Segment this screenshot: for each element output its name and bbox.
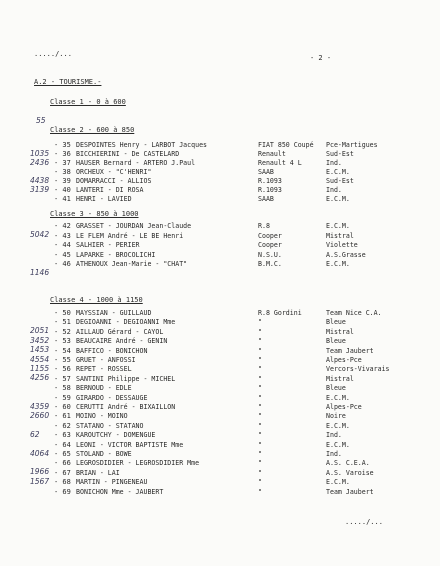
entry-team: Noire [326,412,346,421]
entry-drivers: STOLAND - BOWE [76,450,132,458]
classe2-mark: 55 [36,116,46,125]
entry-car: " [258,356,262,364]
entry-team: Mistral [326,327,354,336]
entry-car: " [258,431,262,440]
entry-number: - 45 [54,250,71,259]
entry-car: SAAB [258,195,274,203]
entry-team: E.C.M. [326,168,350,176]
entry-number: - 54 [54,346,71,355]
entry-team: Team Nice C.A. [326,309,382,317]
entry-number: - 36 [54,150,71,158]
entry-team: A.S.Grasse [326,250,366,259]
entry-drivers: GRUET - ANFOSSI [76,356,136,364]
entry-drivers: HAUSER Bernard - ARTERO J.Paul [76,159,196,167]
entry-row [0,251,440,260]
entry-car: Cooper [258,241,282,249]
entry-team: Bleue [326,337,346,346]
classe3-title: Classe 3 - 850 à 1000 [50,210,139,218]
entry-team: A.S. C.E.A. [326,459,370,468]
entry-row [0,260,440,277]
hand-number: 4064 [30,448,50,458]
hand-number: 1567 [30,476,50,486]
entry-number: - 58 [54,384,71,393]
hand-number: 4256 [30,373,50,383]
entry-drivers: BONICHON Mme - JAUBERT [76,487,164,496]
entry-number: - 56 [54,365,71,374]
entry-number: - 39 [54,177,71,185]
entry-drivers: REPET - ROSSEL [76,365,132,374]
hand-number: 4438 [30,176,50,185]
entry-car: " [258,450,262,458]
entry-team: Mistral [326,231,354,240]
entry-car: " [258,318,262,327]
entry-car: " [258,421,262,430]
entry-drivers: DOMARRACCI - ALLIOS [76,177,152,185]
entry-drivers: BICCHIERINI - De CASTELARD [76,150,180,158]
entry-row [0,195,440,204]
entry-drivers: LEONI - VICTOR BAPTISTE Mme [76,440,184,449]
entry-car: N.S.U. [258,250,282,259]
entry-number: - 63 [54,431,71,440]
entry-row [0,431,440,440]
entry-drivers: GRASSET - JOURDAN Jean-Claude [76,222,192,230]
entry-drivers: SANTINI Philippe - MICHEL [76,374,176,383]
entry-drivers: BERNOUD - EDLE [76,384,132,393]
entry-drivers: HENRI - LAVIED [76,195,132,203]
entry-car: " [258,365,262,374]
entry-team: Ind. [326,186,342,194]
entry-drivers: MARTIN - PINGENEAU [76,478,148,487]
hand-number: 2051 [30,326,50,336]
entry-team: E.C.M. [326,478,350,487]
entry-number: - 64 [54,440,71,449]
entry-team: Sud-Est [326,150,354,158]
entry-number: - 57 [54,374,71,383]
entry-drivers: DESPOINTES Henry - LARBOT Jacques [76,141,208,149]
entry-car: R.8 [258,222,270,230]
entry-number: - 65 [54,450,71,458]
entry-car: " [258,374,262,383]
entry-team: Ind. [326,159,342,167]
entry-number: - 52 [54,327,71,336]
entry-number: - 44 [54,241,71,249]
entry-number: - 37 [54,159,71,167]
entry-car: FIAT 850 Coupé [258,141,314,149]
entry-car: SAAB [258,168,274,176]
entry-row [0,450,440,459]
entry-car: " [258,403,262,411]
entry-drivers: LANTERI - DI ROSA [76,186,144,194]
entry-number: - 40 [54,186,71,194]
entry-row [0,412,440,421]
entry-number: - 50 [54,309,71,317]
entry-team: E.C.M. [326,260,350,268]
entry-drivers: ORCHEUX - "C'HENRI" [76,168,152,176]
entry-number: - 60 [54,403,71,411]
hand-number: 1035 [30,149,50,158]
entry-car: " [258,478,262,487]
classe2-title: Classe 2 - 600 à 850 [50,126,135,134]
entry-team: Violette [326,241,358,249]
entry-row [0,186,440,195]
hand-number: 62 [30,429,40,439]
entry-drivers: ATHENOUX Jean-Marie - "CHAT" [76,260,188,268]
entry-team: E.C.M. [326,421,350,430]
entry-car: Renault [258,150,286,158]
entry-drivers: BEAUCAIRE André - GENIN [76,337,168,346]
entry-drivers: MAYSSIAN - GUILLAUD [76,309,152,317]
entry-number: - 38 [54,168,71,176]
hand-number: 1146 [30,268,50,277]
entry-number: - 68 [54,478,71,487]
entry-row [0,384,440,393]
entry-number: - 35 [54,141,71,149]
hand-number: 5042 [30,230,50,239]
entry-drivers: LEGROSDIDIER - LEGROSDIDIER Mme [76,459,200,468]
entry-car: " [258,412,262,421]
entry-car: Cooper [258,231,282,240]
entry-drivers: CERUTTI André - BIXAILLON [76,403,176,411]
entry-team: Alpes-Pce [326,356,362,364]
entry-team: Team Jaubert [326,346,374,355]
entry-team: Ind. [326,431,342,440]
entry-team: Bleue [326,318,346,327]
entry-car: " [258,440,262,449]
entry-number: - 67 [54,468,71,477]
entry-row [0,309,440,318]
entry-team: Pce-Martigues [326,141,378,149]
entry-car: " [258,346,262,355]
entry-car: " [258,393,262,402]
entry-team: A.S. Varoise [326,468,374,477]
entry-car: " [258,459,262,468]
entry-team: Bleue [326,384,346,393]
entry-team: Vercors-Vivarais [326,365,390,374]
entry-drivers: LAPARKE - BROCOLICHI [76,250,156,259]
entry-team: E.C.M. [326,440,350,449]
entry-number: - 55 [54,356,71,364]
hand-number: 2660 [30,411,50,420]
entry-drivers: STATANO - STATANO [76,421,144,430]
entry-number: - 59 [54,393,71,402]
continued-top: ...../... [34,50,72,58]
entry-drivers: SALHIER - PERIER [76,241,140,249]
entry-number: - 46 [54,260,71,268]
classe4-title: Classe 4 - 1000 à 1150 [50,296,143,304]
entry-drivers: AILLAUD Gérard - CAYOL [76,327,164,336]
entry-drivers: MOINO - MOINO [76,412,128,421]
entry-row [0,478,440,487]
entry-row [0,375,440,384]
hand-number: 2436 [30,158,50,167]
hand-number: 3452 [30,335,50,345]
entry-team: E.C.M. [326,393,350,402]
section-title: A.2 - TOURISME.- [34,78,102,86]
entry-car: " [258,487,262,496]
entry-number: - 61 [54,412,71,421]
hand-number: 1155 [30,364,50,373]
entry-row [0,488,440,497]
entry-car: R.1093 [258,177,282,185]
entry-car: B.M.C. [258,260,282,268]
entry-team: Team Jaubert [326,487,374,496]
entry-row [0,159,440,168]
hand-number: 4554 [30,354,50,364]
entry-team: E.C.M. [326,222,350,230]
entry-number: - 51 [54,318,71,327]
entry-number: - 41 [54,195,71,203]
classe1-title: Classe 1 - 0 à 600 [50,98,126,106]
entry-team: Alpes-Pce [326,403,362,411]
entry-drivers: GIRARDO - DESSAUGE [76,393,148,402]
entry-drivers: BAFFICO - BONICHON [76,346,148,355]
entry-number: - 66 [54,459,71,468]
entry-drivers: BRIAN - LAI [76,468,120,477]
page-number: - 2 - [310,54,332,62]
entry-drivers: KAROUTCHY - DOMENGUE [76,431,156,440]
continued-bottom: ...../... [345,518,383,526]
entry-car: " [258,337,262,346]
entry-car: " [258,468,262,477]
hand-number: 4359 [30,401,50,411]
entry-drivers: LE FLEM André - LE BE Henri [76,231,184,240]
entry-row [0,232,440,241]
entry-car: Renault 4 L [258,159,302,167]
entry-number: - 53 [54,337,71,346]
entry-team: Sud-Est [326,177,354,185]
entry-car: " [258,327,262,336]
entry-car: R.1093 [258,186,282,194]
entry-car: " [258,384,262,393]
entry-row [0,241,440,250]
entry-team: E.C.M. [326,195,350,203]
entry-number: - 62 [54,421,71,430]
entry-team: Mistral [326,374,354,383]
entry-drivers: DEGIOANNI - DEGIOANNI Mme [76,318,176,327]
hand-number: 3139 [30,185,50,194]
entry-number: - 69 [54,487,71,496]
entry-car: R.8 Gordini [258,309,302,317]
entry-number: - 42 [54,222,71,230]
hand-number: 1453 [30,345,50,355]
entry-number: - 43 [54,231,71,240]
hand-number: 1966 [30,467,50,477]
entry-team: Ind. [326,450,342,458]
